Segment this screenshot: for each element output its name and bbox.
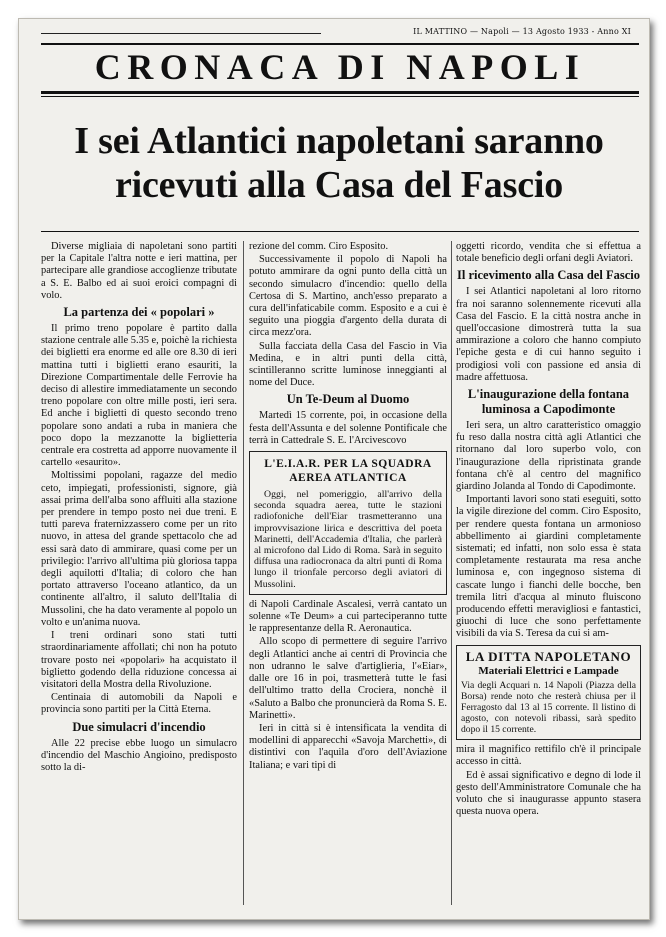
masthead-rule (41, 33, 321, 34)
column-2 (249, 241, 447, 773)
paragraph: Sulla facciata della Casa del Fascio in Via Medina, e in altri punti della città, scintilleranno scritte luminose inneggianti al nome del Duce. (249, 340, 447, 389)
column-1 (41, 241, 237, 775)
paragraph: Centinaia di automobili da Napoli e provincia sono partiti per la Città Eterna. (41, 692, 237, 716)
subheading: L'inaugurazione della fontana luminosa a Capodimonte (467, 387, 630, 417)
paragraph: I sei Atlantici napoletani al loro ritorno fra noi saranno solennemente ricevuti alla Casa del Fascio. E la città nostra anche in quell'occasione dimostrerà tutta la sua ammirazione a coloro che hanno compiuto l'epiche gesta e di cui hanno seguito i prodigiosi voli con passione ed ansia di madre affettuosa. (456, 286, 641, 383)
paragraph: Martedì 15 corrente, poi, in occasione della festa dell'Assunta e del solenne Pontificale che terrà in Cattedrale S. E. l'Arcivescovo (249, 410, 447, 446)
paragraph: I treni ordinari sono stati tutti straordinariamente affollati; chi non ha potuto trovare posto nei «popolari» ha acquistato il biglietto godendo della riduzione concessa ai visitatori della Mostra della Rivoluzione. (41, 630, 237, 690)
paragraph: Moltissimi popolani, ragazze del medio ceto, impiegati, professionisti, signore, già assai prima dell'alba sono affluiti alla stazione per prendere in tempo posto nei due treni. E tutti pareva fraternizzassero come per un rito nuovo, in attesa del grande spettacolo che ad essi sarà dato di ammirare, quasi come per un privilegio: l'arrivo all'ultima più gloriosa tappa degli aquilotti d'Italia; di coloro che han portato attraverso l'oceano atlantico, da un continente all'altro, il saluto dell'Italia di Mussolini, che ha dato veramente al popolo un volto e un'anima nuova. (41, 470, 237, 628)
advertisement-subheading: Materiali Elettrici e Lampade (478, 664, 619, 677)
section-title: CRONACA DI NAPOLI (94, 47, 586, 87)
top-rule (41, 43, 639, 45)
paragraph: oggetti ricordo, vendita che si effettua a totale beneficio degli orfani degli Aviatori. (456, 241, 641, 265)
paragraph: Alle 22 precise ebbe luogo un simulacro d'incendio del Maschio Angioino, predisposto sotto la di- (41, 737, 237, 773)
headline (41, 119, 637, 207)
paragraph: Il primo treno popolare è partito dalla stazione centrale alle 5.35 e, poichè la richiesta dei biglietti era enorme ed alle ore 8.30 di ieri mattina tutti i biglietti erano esauriti, la Direzione Compartimentale delle Ferrovie ha deciso di allestire immediatamente un secondo treno popolare con oltre mille posti, ieri sera. Ed anche i biglietti di questo secondo treno popolare sono andati a ruba in maniera che poco dopo la mezzanotte la biglietteria centrale era costretta ad apporre nuovamente il cartello «esaurito». (41, 323, 237, 469)
section-rule (41, 91, 639, 94)
paragraph: Ieri sera, un altro caratteristico omaggio fu reso dalla nostra città agli Atlantici che ritornano dal loro superbo volo, con l'inaugurazione della ripristinata grande fontana ch'è al centro del magnifico giardino Jolanda al Tondo di Capodimonte. (456, 420, 641, 493)
paragraph: rezione del comm. Ciro Esposito. (249, 241, 389, 252)
advertisement-text: Via degli Acquari n. 14 Napoli (Piazza della Borsa) rende noto che resterà chiusa per il Ferragosto dal 13 al 15 corrente. Il listino di agosto, con notevoli ribassi, sarà spedito dopo il 15 corrente. (461, 680, 636, 736)
eiar-notice-box (249, 451, 447, 595)
advertisement-box (456, 645, 641, 740)
subheading: Il ricevimento alla Casa del Fascio (457, 268, 640, 283)
advertisement-heading: LA DITTA NAPOLETANO (465, 648, 632, 664)
masthead-text: IL MATTINO — Napoli — 13 Agosto 1933 - Anno XI (413, 27, 631, 36)
column-rule-2 (451, 241, 452, 905)
newspaper-page (18, 18, 650, 920)
subheading: La partenza dei « popolari » (63, 305, 215, 320)
headline-line-2: ricevuti alla Casa del Fascio (114, 164, 564, 206)
section-rule-thin (41, 96, 639, 97)
paragraph: Diverse migliaia di napoletani sono partiti per la Capitale l'altra notte e ieri mattina, per partecipare alle grandiose accoglienze tributate a S. E. Balbo ed ai suoi eroici compagni di volo. (41, 241, 237, 301)
paragraph: Ieri in città si è intensificata la vendita di modellini di apparecchi «Savoja Marchetti», di distintivi con l'aquila d'oro dell'Aviazione Italiana; e vari tipi di (249, 722, 447, 771)
paragraph: di Napoli Cardinale Ascalesi, verrà cantato un solenne «Te Deum» a cui parteciperanno tutte le rappresentanze della R. Aeronautica. (249, 598, 447, 635)
column-rule-1 (243, 241, 244, 905)
paragraph: Allo scopo di permettere di seguire l'arrivo degli Atlantici anche ai centri di Provincia che non udranno le salve d'artiglieria, l'«Eiar», dalle ore 16 in poi, trasmetterà tutte le fasi dell'ultimo tratto della Crociera, nonchè il «Saluto a Balbo che pronuncierà da Roma S. E. Marinetti». (249, 636, 447, 721)
box-text: Oggi, nel pomeriggio, all'arrivo della seconda squadra aerea, tutte le stazioni radiofoniche dell'Eiar trasmetteranno una improvvisazione lirica e descrittiva del poeta Marinetti, dell'Accademia d'Italia, che parlerà al microfono dal Lido di Roma. Sarà in seguito diffusa una radiocronaca da altri punti di Roma lungo il trionfale percorso degli aviatori di Mussolini. (254, 489, 442, 590)
subheading: Un Te-Deum al Duomo (286, 392, 410, 407)
box-heading: L'E.I.A.R. PER LA SQUADRA AEREA ATLANTICA (264, 458, 432, 485)
headline-rule (41, 231, 639, 232)
headline-line-1: I sei Atlantici napoletani saranno (74, 120, 604, 162)
masthead (41, 25, 639, 41)
paragraph: Ed è assai significativo e degno di lode il gesto dell'Amministratore Comunale che ha voluto che si inaugurasse appunto stasera questa nuova opera. (456, 769, 641, 818)
subheading: Due simulacri d'incendio (72, 719, 206, 734)
paragraph: Successivamente il popolo di Napoli ha potuto ammirare da ogni punto della città un secondo simulacro d'incendio: quello della Certosa di S. Martino, anch'esso preparato a cura dell'infaticabile comm. Esposito e a cui è seguito una pioggia d'argento della durata di circa mezz'ora. (249, 254, 447, 339)
paragraph: Importanti lavori sono stati eseguiti, sotto la vigile direzione del comm. Ciro Esposito, per rendere questa fontana un armonioso abbellimento ai giardini completamente sistemati; ed infatti, non solo essa è stata completamente restaurata ma resa anche luminosa e, con ingegnoso sistema di cascate lungo i fianchi delle bocche, ben tremila litri d'acqua al minuto fluiscono producendo effetti meravigliosi e fantastici, giuochi di luce che sono perfettamente visibili da via S. Teresa da cui si am- (456, 494, 641, 640)
paragraph: mira il magnifico rettifilo ch'è il principale accesso in città. (456, 744, 641, 768)
column-3 (456, 241, 641, 819)
